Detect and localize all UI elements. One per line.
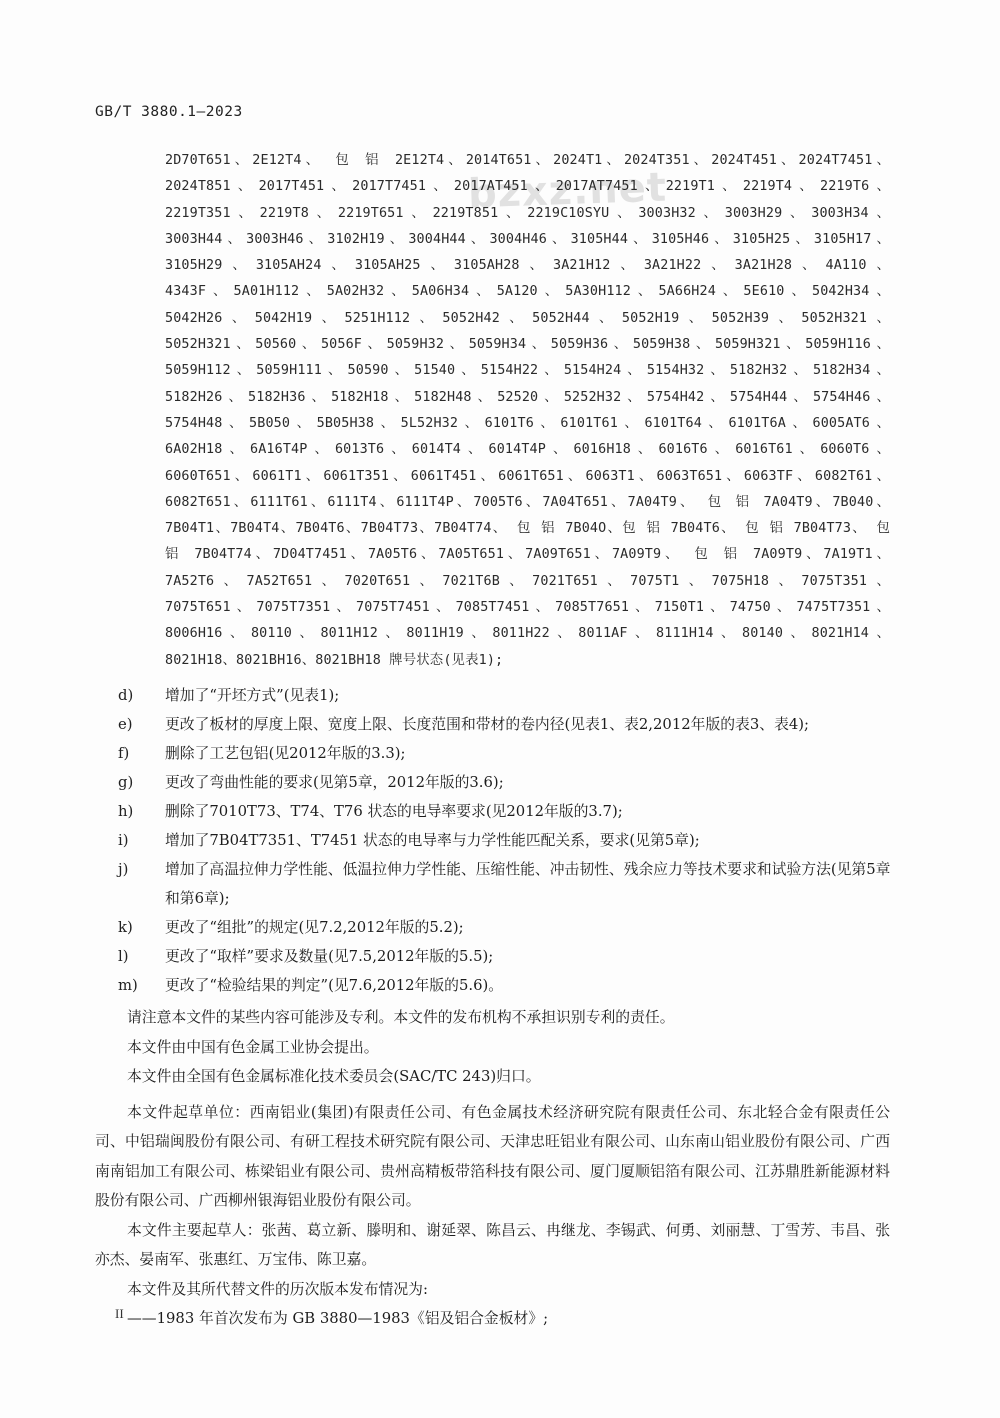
change-item-text: 删除了7010T73、T74、T76 状态的电导率要求(见2012年版的3.7); (165, 803, 623, 820)
alloy-line: 5052H321、50560、5056F、5059H32、5059H34、5059H36、5059H38、5059H321、5059H116、 (165, 337, 890, 353)
change-item (118, 942, 893, 971)
change-item-text: 更改了“组批”的规定(见7.2,2012年版的5.2); (165, 919, 464, 936)
foreword-body (95, 1003, 890, 1334)
centralized-by: 本文件由全国有色金属标准化技术委员会(SAC/TC 243)归口。 (127, 1068, 541, 1085)
alloy-line: 7075T651、7075T7351、7075T7451、7085T7451、7085T7651、7150T1、74750、7475T7351、 (165, 600, 890, 616)
change-item (118, 768, 893, 797)
alloy-line: 7A52T6、7A52T651、7020T651、7021T6B、7021T651、7075T1、7075H18、7075T351、 (165, 573, 890, 589)
alloy-line: 3003H44、3003H46、3102H19、3004H44、3004H46、3105H44、3105H46、3105H25、3105H17、 (165, 231, 890, 247)
alloy-line: 6060T651、6061T1、6061T351、6061T451、6061T651、6063T1、6063T651、6063TF、6082T61、 (165, 468, 890, 484)
alloy-line: 8006H16、80110、8011H12、8011H19、8011H22、8011AF、8111H14、80140、8021H14、 (165, 626, 890, 642)
change-item-text: 增加了“开坯方式”(见表1); (165, 687, 340, 704)
change-item (118, 826, 893, 855)
alloy-line: 4343F、5A01H112、5A02H32、5A06H34、5A120、5A30H112、5A66H24、5E610、5042H34、 (165, 284, 890, 300)
alloy-line: 铝 7B04T74、7D04T7451、7A05T6、7A05T651、7A09T651、7A09T9、 包 铝 7A09T9、7A19T1、 (165, 547, 891, 563)
change-item (118, 739, 893, 768)
change-item-text: 更改了板材的厚度上限、宽度上限、长度范围和带材的卷内径(见表1、表2,2012年版的表3、表4); (165, 716, 810, 733)
alloy-line: 3105H29、3105AH24、3105AH25、3105AH28、3A21H12、3A21H22、3A21H28、4A110、 (165, 258, 890, 274)
change-item-label: i) (118, 832, 129, 849)
change-item-label: h) (118, 803, 134, 820)
change-list (118, 681, 893, 1000)
change-item-label: l) (118, 948, 129, 965)
change-item (118, 797, 893, 826)
patent-notice: 请注意本文件的某些内容可能涉及专利。本文件的发布机构不承担识别专利的责任。 (127, 1009, 675, 1026)
change-item (118, 681, 893, 710)
change-item-text: 更改了“检验结果的判定”(见7.6,2012年版的5.6)。 (165, 977, 504, 994)
change-item-text: 更改了“取样”要求及数量(见7.5,2012年版的5.5); (165, 948, 494, 965)
alloy-line: 2D70T651、2E12T4、 包 铝 2E12T4、2014T651、2024T1、2024T351、2024T451、2024T7451、 (165, 153, 890, 168)
alloy-line: 2219T351、2219T8、2219T651、2219T851、2219C10SYU、3003H32、3003H29、3003H34、 (165, 205, 890, 221)
alloy-line: 5059H112、5059H111、50590、51540、5154H22、5154H24、5154H32、5182H32、5182H34、 (165, 363, 890, 379)
change-item-label: e) (118, 716, 133, 733)
alloy-line: 5042H26、5042H19、5251H112、5052H42、5052H44、5052H19、5052H39、5052H321、 (165, 310, 890, 326)
standard-number-header: GB/T 3880.1—2023 (95, 104, 243, 120)
alloy-line: 6082T651、6111T61、6111T4、6111T4P、7005T6、7A04T651、7A04T9、 包 铝 7A04T9、7B040、 (165, 494, 890, 510)
change-item (118, 855, 893, 913)
change-item-label: f) (118, 745, 130, 762)
change-item-label: g) (118, 774, 134, 791)
alloy-line: 6A02H18、6A16T4P、6013T6、6014T4、6014T4P、6016H18、6016T6、6016T61、6060T6、 (165, 442, 890, 458)
alloy-line: 8021H18、8021BH16、8021BH18 牌号状态(见表1); (165, 652, 504, 668)
change-item-label: k) (118, 919, 133, 936)
change-item (118, 913, 893, 942)
change-item-label: j) (118, 861, 129, 878)
alloy-line: 5182H26、5182H36、5182H18、5182H48、52520、5252H32、5754H42、5754H44、5754H46、 (165, 389, 890, 405)
alloy-temper-list (165, 148, 890, 674)
change-item-label: m) (118, 977, 138, 994)
change-item-text: 更改了弯曲性能的要求(见第5章，2012年版的3.6); (165, 774, 504, 791)
history-intro: 本文件及其所代替文件的历次版本发布情况为: (127, 1280, 428, 1298)
alloy-line: 5754H48、5B050、5B05H38、5L52H32、6101T6、6101T61、6101T64、6101T6A、6005AT6、 (165, 415, 890, 431)
change-item (118, 710, 893, 739)
site-watermark: bzxz.net (467, 164, 668, 218)
change-item-label: d) (118, 687, 134, 704)
alloy-line: 2024T851、2017T451、2017T7451、2017AT451、2017AT7451、2219T1、2219T4、2219T6、 (165, 179, 890, 195)
drafting-units: 本文件起草单位：西南铝业(集团)有限责任公司、有色金属技术经济研究院有限责任公司、东北轻合金有限责任公司、中铝瑞闽股份有限公司、有研工程技术研究院有限公司、天津忠旺铝业有限公司、山东南山铝业股份有限公司、广西南南铝加工有限公司、栋梁铝业有限公司、贵州高精板带箔科技有限公司、厦门厦顺铝箔有限公司、江苏鼎胜新能源材料股份有限公司、广西柳州银海铝业股份有限公司。 (95, 1103, 890, 1209)
change-item (118, 971, 893, 1000)
main-drafters: 本文件主要起草人：张茜、葛立新、滕明和、谢延翠、陈昌云、冉继龙、李锡武、何勇、刘丽慧、丁雪芳、韦昌、张亦杰、晏南军、张惠红、万宝伟、陈卫嘉。 (95, 1221, 890, 1268)
change-item-text: 删除了工艺包铝(见2012年版的3.3); (165, 745, 406, 762)
alloy-line: 7B04T1、7B04T4、7B04T6、7B04T73、7B04T74、 包 铝 7B04O、包 铝 7B04T6、 包 铝 7B04T73、 包 (165, 521, 890, 537)
proposed-by: 本文件由中国有色金属工业协会提出。 (127, 1038, 379, 1056)
change-item-text: 增加了高温拉伸力学性能、低温拉伸力学性能、压缩性能、冲击韧性、残余应力等技术要求和试验方法(见第5章和第6章); (165, 861, 891, 907)
change-item-text: 增加了7B04T7351、T7451 状态的电导率与力学性能匹配关系，要求(见第5章); (165, 832, 700, 849)
page-number: II (115, 1306, 124, 1321)
history-1983: ——1983 年首次发布为 GB 3880—1983《铝及铝合金板材》; (127, 1310, 549, 1327)
